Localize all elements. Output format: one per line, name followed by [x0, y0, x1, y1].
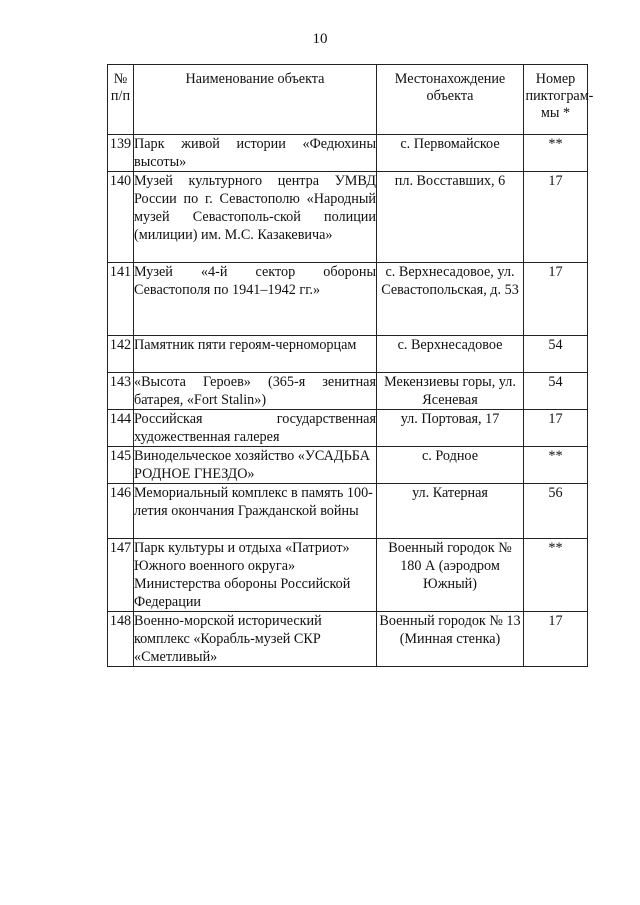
table-header-row	[108, 65, 588, 135]
object-name: Винодельческое хозяйство «УСАДЬБА РОДНОЕ ГНЕЗДО»	[134, 447, 377, 484]
object-location: с. Родное	[377, 447, 524, 484]
object-name: Парк культуры и отдыха «Патриот» Южного военного округа» Министерства обороны Российской Федерации	[134, 539, 377, 612]
table-row	[108, 612, 588, 667]
pictogram-number: 17	[524, 410, 588, 447]
object-name: Памятник пяти героям-черноморцам	[134, 336, 377, 373]
object-location: ул. Катерная	[377, 484, 524, 539]
object-location: с. Первомайское	[377, 135, 524, 172]
header-name	[134, 65, 377, 135]
objects-table	[107, 64, 594, 667]
row-number: 145	[108, 447, 134, 484]
table-row	[108, 135, 588, 172]
pictogram-number: **	[524, 539, 588, 612]
row-number: 139	[108, 135, 134, 172]
pictogram-number: 54	[524, 336, 588, 373]
row-number: 147	[108, 539, 134, 612]
row-number: 142	[108, 336, 134, 373]
object-name: Военно-морской исторический комплекс «Корабль-музей СКР «Сметливый»	[134, 612, 377, 667]
table-row	[108, 484, 588, 539]
header-location-label: Местонахождение объекта	[394, 71, 506, 104]
row-number: 144	[108, 410, 134, 447]
object-location: Военный городок № 180 А (аэродром Южный)	[377, 539, 524, 612]
object-location: с. Верхнесадовое, ул. Севастопольская, д. 53	[377, 263, 524, 336]
header-pictogram	[524, 65, 594, 135]
table-row	[108, 336, 588, 373]
header-num	[108, 65, 134, 135]
object-name: Российская государственная художественная галерея	[134, 411, 376, 445]
object-name: Мемориальный комплекс в память 100-летия окончания Гражданской войны	[134, 484, 377, 539]
header-name-label: Наименование объекта	[185, 71, 325, 87]
object-name: Парк живой истории «Федюхины высоты»	[134, 136, 376, 170]
pictogram-number: **	[524, 135, 588, 172]
object-name: Музей «4-й сектор обороны Севастополя по 1941–1942 гг.»	[134, 263, 377, 336]
header-num-label: № п/п	[110, 71, 131, 104]
object-location: Военный городок № 13 (Минная стенка)	[377, 612, 524, 667]
object-location: пл. Восставших, 6	[377, 172, 524, 263]
table-row	[108, 373, 588, 410]
table-row	[108, 539, 588, 612]
object-location: с. Верхнесадовое	[377, 336, 524, 373]
table-row	[108, 410, 588, 447]
pictogram-number: 17	[524, 263, 588, 336]
table-row	[108, 172, 588, 263]
row-number: 141	[108, 263, 134, 336]
pictogram-number: 17	[524, 172, 588, 263]
row-number: 143	[108, 373, 134, 410]
row-number: 148	[108, 612, 134, 667]
pictogram-number: 54	[524, 373, 588, 410]
object-name: «Высота Героев» (365-я зенитная батарея, «Fort Stalin»)	[134, 374, 376, 408]
object-name: Музей культурного центра УМВД России по г. Севастополю «Народный музей Севастополь-ской полиции (милиции) им. М.С. Казакевича»	[134, 172, 377, 263]
object-location: ул. Портовая, 17	[377, 410, 524, 447]
table-row	[108, 447, 588, 484]
page-number: 10	[312, 31, 328, 47]
pictogram-number: 56	[524, 484, 588, 539]
table-row	[108, 263, 588, 336]
header-pictogram-label: Номер пиктограм-мы *	[525, 71, 594, 121]
row-number: 140	[108, 172, 134, 263]
pictogram-number: **	[524, 447, 588, 484]
row-number: 146	[108, 484, 134, 539]
object-location: Мекензиевы горы, ул. Ясеневая	[377, 373, 524, 410]
header-location	[377, 65, 524, 135]
pictogram-number: 17	[524, 612, 588, 667]
